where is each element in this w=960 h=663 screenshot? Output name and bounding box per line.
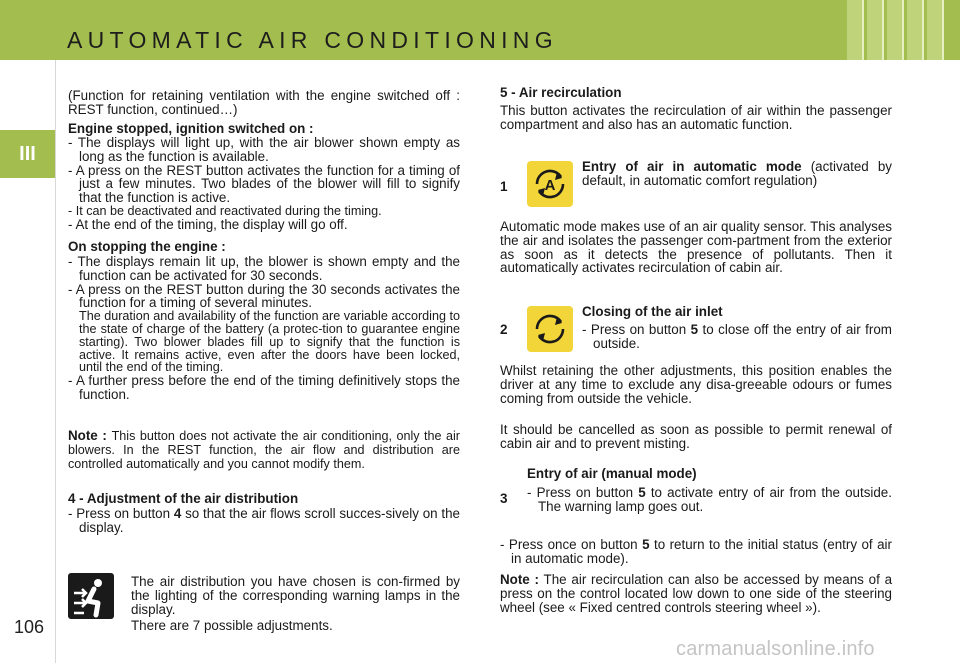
auto-mode-paragraph <box>582 160 892 188</box>
recirculation-paragraph: This button activates the recirculation of air within the passenger compartment and also has an automatic function. <box>500 103 892 132</box>
cancel-paragraph: It should be cancelled as soon as possible to permit renewal of cabin air and to prevent misting. <box>500 422 892 451</box>
note-label: Note : <box>68 428 107 443</box>
item-number: 1 <box>500 179 508 194</box>
auto-recirculation-icon <box>527 161 573 207</box>
list-item: - The displays will light up, with the air blower shown empty as long as the function is available. <box>68 135 460 164</box>
note-label: Note : <box>500 572 539 587</box>
list-item: - A press on the REST button activates the function for a timing of just a few minutes. Two blades of the blower will fill to signify that the function is active. <box>68 162 460 206</box>
list-item: - Press once on button 5 to return to the initial status (entry of air in automatic mode). <box>500 537 892 566</box>
item-number: 2 <box>500 322 508 337</box>
list-item-continuation: The duration and availability of the function are variable according to the state of charge of the battery (a protec-tion to guarantee engine starting). Two blower blades fill up to signify that the function is active. It remains active, even after the doors have been locked, until the end of the timing. <box>79 309 460 375</box>
engine-stopped-list <box>68 136 460 232</box>
distribution-list <box>68 507 460 535</box>
item-title: Entry of air (manual mode) <box>527 466 697 481</box>
header-stripe <box>907 0 922 60</box>
note-text: The air recirculation can also be accessed by means of a press on the control located low down to one side of the steering wheel (see « Fixed centred controls steering wheel »). <box>500 572 893 615</box>
list-item: - Press on button 5 to close off the entry of air from outside. <box>582 322 892 351</box>
intro-paragraph: (Function for retaining ventilation with the engine switched off : REST function, continued…) <box>68 88 460 117</box>
svg-text:A: A <box>544 177 556 194</box>
adjustments-paragraph: There are 7 possible adjustments. <box>131 618 333 633</box>
list-item: - The displays remain lit up, the blower is shown empty and the function can be activated for 30 seconds. <box>68 254 460 283</box>
item-description: (activated by default, in automatic comfort regulation) <box>582 159 892 188</box>
note-text: This button does not activate the air conditioning, only the air blowers. In the REST function, the air flow and distribution are controlled automatically and you cannot modify them. <box>68 429 461 471</box>
note-paragraph <box>500 573 892 614</box>
air-quality-paragraph: Automatic mode makes use of an air quality sensor. This analyses the air and isolates the passenger com-partment from the exterior as soon as it detects the presence of pollutants. Then it automatically activates recirculation of cabin air. <box>500 219 892 276</box>
item-title: Closing of the air inlet <box>582 304 723 319</box>
whilst-paragraph: Whilst retaining the other adjustments, this position enables the driver at any time to exclude any disa-greeable odours or fumes coming from outside the vehicle. <box>500 363 892 406</box>
list-item: - Press on button 4 so that the air flows scroll succes-sively on the display. <box>68 506 460 535</box>
list-item: - Press on button 5 to activate entry of air from the outside. The warning lamp goes out. <box>527 485 892 514</box>
note-paragraph <box>68 429 460 470</box>
page-title: AUTOMATIC AIR CONDITIONING <box>67 27 558 53</box>
watermark-link[interactable]: carmanualsonline.info <box>676 638 875 660</box>
page-number: 106 <box>14 617 45 637</box>
item-title: Entry of air in automatic mode <box>582 159 802 174</box>
section-heading: 5 - Air recirculation <box>500 85 622 100</box>
header-stripe <box>867 0 882 60</box>
manual-mode-list <box>527 486 892 514</box>
section-heading: Engine stopped, ignition switched on : <box>68 121 314 136</box>
air-distribution-icon <box>68 573 114 619</box>
stopping-engine-list <box>68 255 460 402</box>
closed-recirculation-icon <box>527 306 573 352</box>
close-inlet-list <box>582 323 892 351</box>
header-stripe <box>847 0 862 60</box>
header-stripe <box>927 0 942 60</box>
header-stripe <box>887 0 902 60</box>
display-paragraph: The air distribution you have chosen is con-firmed by the lighting of the corresponding warning lamps in the display. <box>131 574 460 617</box>
press-once-list <box>500 538 892 566</box>
list-item: - A further press before the end of the timing definitively stops the function. <box>68 373 460 402</box>
list-item: - At the end of the timing, the display will go off. <box>68 216 348 232</box>
section-heading: On stopping the engine : <box>68 239 226 254</box>
list-item: - It can be deactivated and reactivated during the timing. <box>68 203 382 218</box>
list-item: - A press on the REST button during the 30 seconds activates the function for a timing of several minutes. <box>68 281 460 311</box>
chapter-tab: III <box>0 130 55 178</box>
header-bar <box>0 0 960 60</box>
section-heading: 4 - Adjustment of the air distribution <box>68 491 299 506</box>
item-number: 3 <box>500 491 508 506</box>
